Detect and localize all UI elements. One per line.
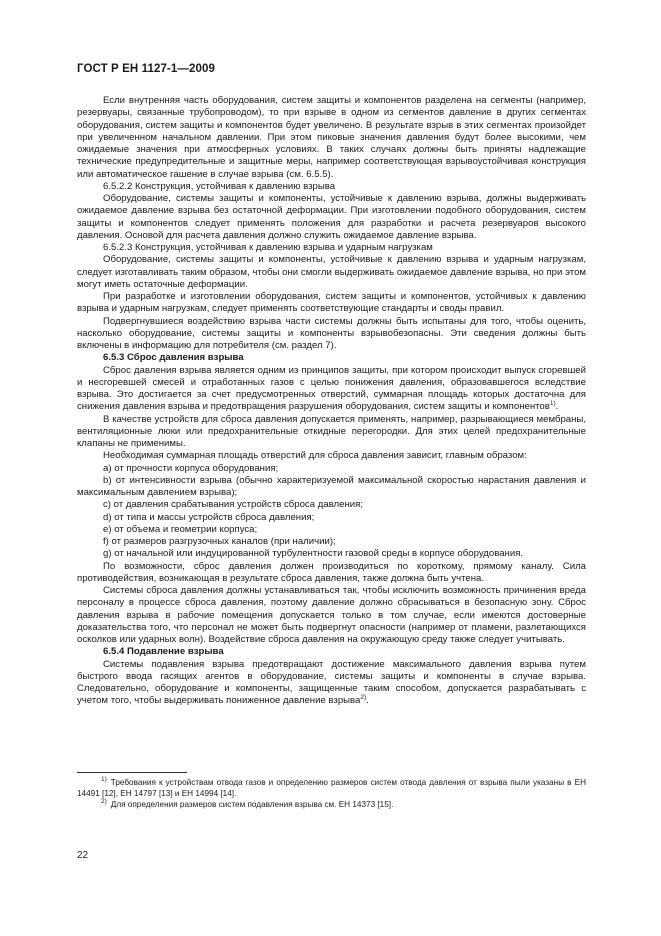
paragraph-text: Системы подавления взрыва предотвращают достижение максимального давления взрыва путем быстрого ввода гасящих агентов в оборудование, системы защиты и компоненты в случае взрыва. Следовательно, оборудование и компоненты, защищенные таким способом, допускается разрабатывать с учетом того, чтобы выдерживать пониженное давление взрыва [77,658,586,707]
list-item: d) от типа и массы устройств сброса давления; [103,511,315,523]
paragraph: Если внутренняя часть оборудования, систем защиты и компонентов разделена на сегменты (например, резервуары, связанные трубопроводом), то при взрыве в одном из сегментов давление в других сегментах оборудования, систем защиты и компонентов будет увеличено. В результате взрыв в этих сегментах произойдет при увеличенном начальном давлении. При этом пиковые значения давления будут более высокими, чем ожидаемые значения при атмосферных условиях. В таких случаях должны быть приняты надлежащие технические предупредительные и защитные меры, например соответствующая взрывоустойчивая конструкция или автоматическое гашение в случае взрыва (см. 6.5.5). [77,95,586,180]
paragraph: Необходимая суммарная площадь отверстий для сброса давления зависит, главным образом: [103,450,527,462]
paragraph: В качестве устройств для сброса давления допускается применять, например, разрывающиеся мембраны, вентиляционные люки или предохранительные откидные перегородки. Для этих целей предохранительные клапаны не применимы. [77,413,586,449]
page-number: 22 [77,850,89,861]
paragraph [77,659,586,708]
document-header: ГОСТ Р ЕН 1127-1—2009 [77,63,215,75]
footnote-ref-2[interactable]: 2) [360,694,367,702]
footnote-mark: 2) [101,798,107,806]
list-item: a) от прочности корпуса оборудования; [103,462,279,474]
footnotes [77,777,586,810]
list-item: f) от размеров разгрузочных каналов (при наличии); [103,536,336,547]
section-heading-6-5-2-3: 6.5.2.3 Конструкция, устойчивая к давлению взрыва и ударным нагрузкам [103,242,433,253]
list-item: e) от объема и геометрии корпуса; [103,523,258,535]
section-heading-6-5-2-2: 6.5.2.2 Конструкция, устойчивая к давлению взрыва [103,180,336,192]
section-heading-6-5-4: 6.5.4 Подавление взрыва [103,646,224,658]
footnote-divider [77,772,187,773]
footnote-mark: 1) [101,776,107,784]
paragraph [77,365,586,414]
page-body [77,95,586,708]
section-heading-6-5-3: 6.5.3 Сброс давления взрыва [103,352,244,364]
list-item: c) от давления срабатывания устройств сброса давления; [103,499,363,511]
list-item: b) от интенсивности взрыва (обычно характеризуемой максимальной скоростью нарастания давления и максимальным давлением взрыва); [77,474,586,498]
paragraph-text: Сброс давления взрыва является одним из принципов защиты, при котором происходит выпуск сгоревшей и несгоревшей смесей и отработанных газов с целью понижения давления, образовавшегося вследствие взрыва. Это достигается за счет предусмотренных отверстий, суммарная площадь которых достаточна для снижения давления взрыва и предотвращения разрушения оборудования, систем защиты и компонентов [77,364,586,413]
footnote-text: Требования к устройствам отвода газов и определению размеров систем отвода давления от взрыва пыли указаны в ЕН 14491 [12], ЕН 14797 [13] и ЕН 14994 [14]. [77,778,586,798]
paragraph: Подвергнувшиеся воздействию взрыва части системы должны быть испытаны для того, чтобы оценить, насколько оборудование, системы защиты и компоненты взрывобезопасны. Эти сведения должны быть включены в информацию для потребителя (см. раздел 7). [77,315,586,351]
paragraph: Системы сброса давления должны устанавливаться так, чтобы исключить возможность причинения вреда персоналу в процессе сброса давления, поэтому давление должно сбрасываться в безопасную зону. Сброс давления взрыва в рабочие помещения допускается только в том случае, если имеются достоверные доказательства того, что персонал не может быть подвергнут опасности (например от пламени, разлетающихся осколков или ударных волн). Воздействие сброса давления на окружающую среду также следует учитывать. [77,585,586,645]
footnote-1 [77,777,586,799]
paragraph: При разработке и изготовлении оборудования, систем защиты и компонентов, устойчивых к давлению взрыва и ударным нагрузкам, следует применять соответствующие стандарты и своды правил. [77,291,586,315]
paragraph: По возможности, сброс давления должен производиться по короткому, прямому каналу. Сила противодействия, возникающая в результате сброса давления, также должна быть учтена. [77,560,586,584]
paragraph-end: . [366,695,369,707]
footnote-text: Для определения размеров систем подавления взрыва см. ЕН 14373 [15]. [110,800,394,809]
list-item: g) от начальной или индуцированной турбулентности газовой среды в корпусе оборудования. [103,548,524,560]
paragraph: Оборудование, системы защиты и компоненты, устойчивые к давлению взрыва и ударным нагрузкам, следует изготавливать таким образом, чтобы они смогли выдерживать ожидаемое давление взрыва, но при этом могут иметь остаточные деформации. [77,254,586,290]
paragraph-end: . [555,401,559,413]
paragraph: Оборудование, системы защиты и компоненты, устойчивые к давлению взрыва, должны выдерживать ожидаемое давление взрыва без остаточной деформации. При изготовлении подобного оборудования, систем защиты и компонентов следует применять положения для разработки и расчета резервуаров высокого давления. Основой для расчета давления должно служить ожидаемое давление взрыва. [77,193,586,241]
footnote-2 [77,799,586,810]
footnote-ref-1[interactable]: 1) [549,400,556,408]
